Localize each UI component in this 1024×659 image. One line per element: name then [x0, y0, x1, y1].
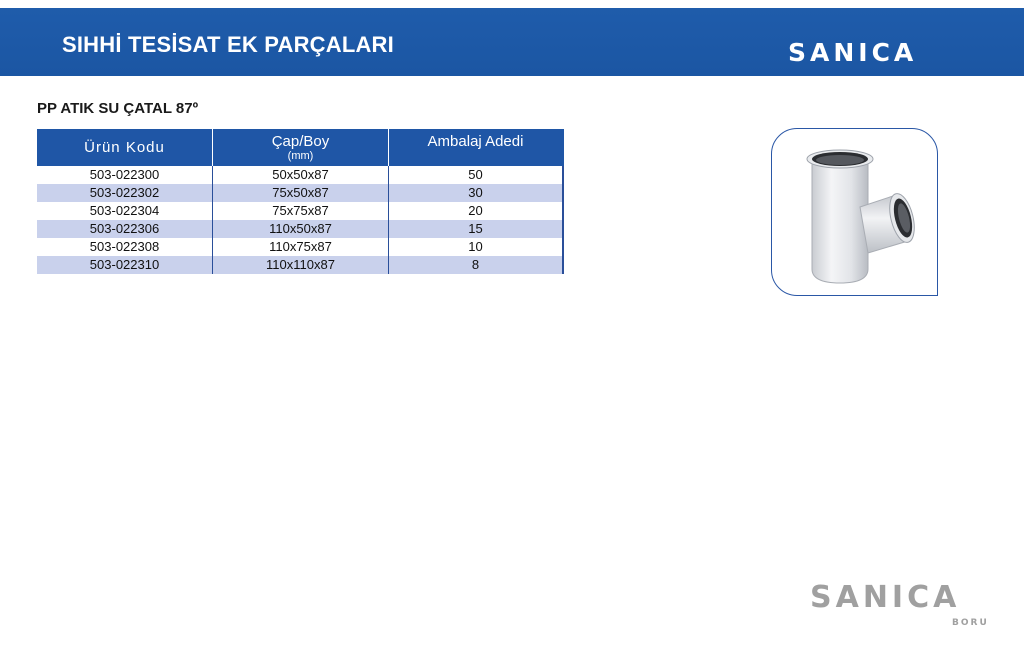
cell-qty: 8 [389, 256, 564, 274]
column-header-code-label: Ürün Kodu [84, 139, 165, 156]
table-row [37, 220, 563, 238]
cell-qty: 10 [389, 238, 564, 256]
column-header-code [37, 129, 213, 166]
section-title: PP ATIK SU ÇATAL 87º [37, 100, 199, 117]
header-bar [0, 8, 1024, 76]
cell-size: 75x50x87 [213, 184, 389, 202]
table-row [37, 202, 563, 220]
page-title: SIHHİ TESİSAT EK PARÇALARI [62, 32, 394, 57]
cell-qty: 15 [389, 220, 564, 238]
footer-brand-subtext: BORU [952, 618, 989, 628]
column-header-size [213, 129, 389, 166]
cell-code: 503-022308 [37, 238, 213, 256]
cell-size: 110x110x87 [213, 256, 389, 274]
product-table [37, 129, 564, 274]
cell-code: 503-022300 [37, 166, 213, 184]
cell-code: 503-022306 [37, 220, 213, 238]
cell-code: 503-022310 [37, 256, 213, 274]
product-photo-frame [771, 128, 938, 296]
cell-size: 110x50x87 [213, 220, 389, 238]
cell-qty: 50 [389, 166, 564, 184]
column-header-size-label: Çap/Boy [271, 133, 330, 150]
cell-qty: 30 [389, 184, 564, 202]
table-row [37, 238, 563, 256]
table-row [37, 184, 563, 202]
table-header-row [37, 129, 563, 166]
cell-size: 50x50x87 [213, 166, 389, 184]
footer-brand-logo: SANICA [810, 580, 961, 615]
cell-qty: 20 [389, 202, 564, 220]
table-row [37, 166, 563, 184]
cell-code: 503-022304 [37, 202, 213, 220]
brand-logo: SANICA [788, 38, 918, 67]
pipe-tee-87-icon [772, 129, 937, 295]
cell-size: 110x75x87 [213, 238, 389, 256]
column-header-qty [389, 129, 564, 166]
column-header-qty-label: Ambalaj Adedi [427, 133, 524, 150]
top-strip [0, 0, 1024, 8]
table-row [37, 256, 563, 274]
column-header-size-unit: (mm) [287, 150, 314, 162]
cell-size: 75x75x87 [213, 202, 389, 220]
cell-code: 503-022302 [37, 184, 213, 202]
